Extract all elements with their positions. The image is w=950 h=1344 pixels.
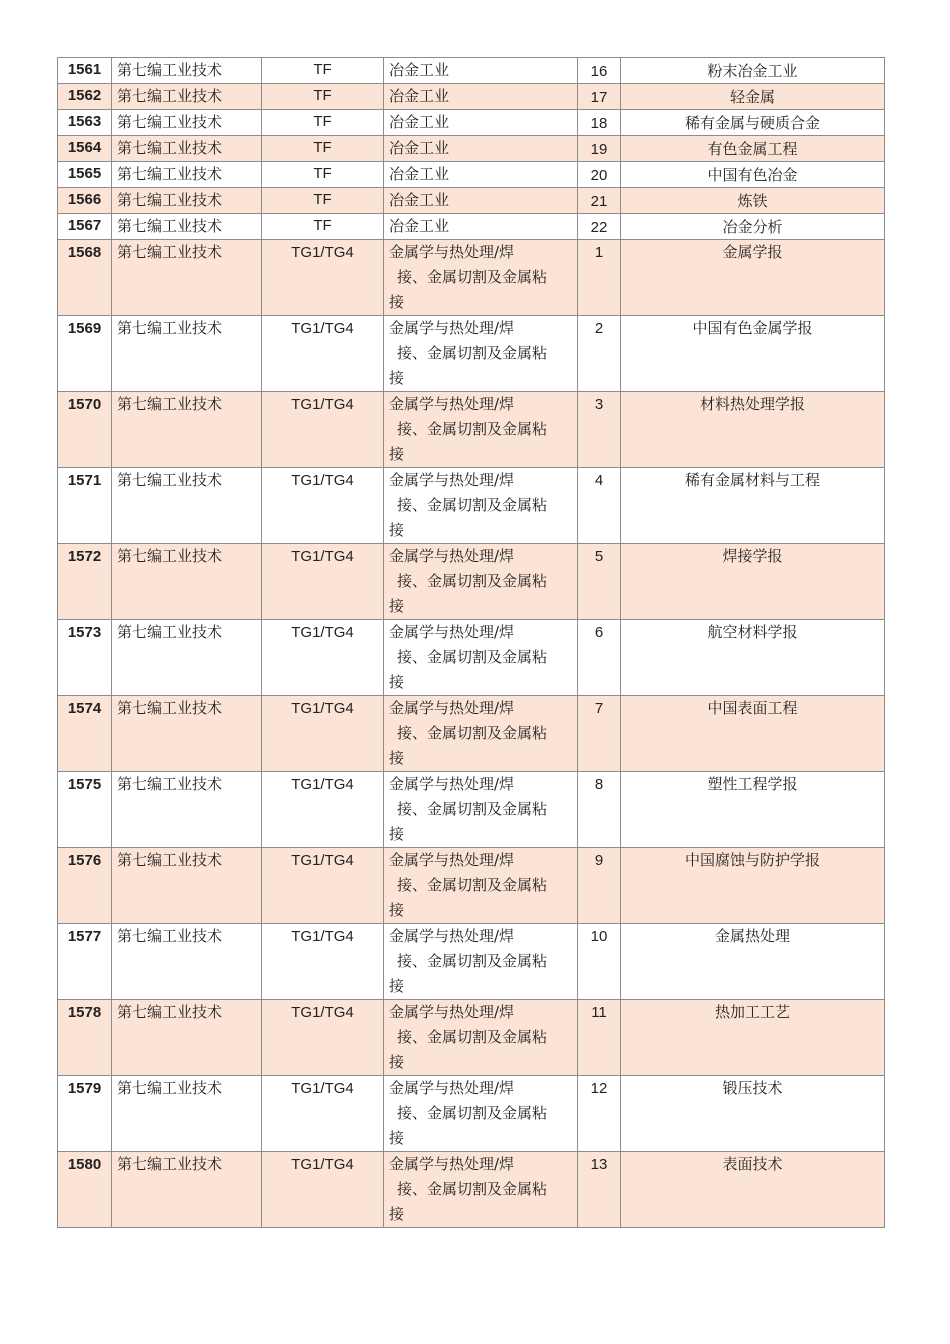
subject-line: 接 (389, 825, 405, 843)
classification-code-cell: TG1/TG4 (262, 620, 384, 696)
subject-cell (384, 696, 578, 772)
rank-cell: 3 (578, 392, 621, 468)
row-number: 1579 (58, 1076, 112, 1152)
table-row (58, 1152, 885, 1228)
classification-code-cell: TF (262, 162, 384, 188)
table-row (58, 468, 885, 544)
subject-line: 金属学与热处理/焊 (389, 927, 515, 945)
table-row (58, 110, 885, 136)
rank-cell: 19 (578, 136, 621, 162)
classification-code-cell: TG1/TG4 (262, 772, 384, 848)
row-number: 1569 (58, 316, 112, 392)
classification-code-cell: TG1/TG4 (262, 848, 384, 924)
subject-cell (384, 772, 578, 848)
subject-cell (384, 1000, 578, 1076)
table-row (58, 316, 885, 392)
section-cell: 第七编工业技术 (112, 136, 262, 162)
journal-table (57, 57, 885, 1228)
subject-cell (384, 136, 578, 162)
classification-code-cell: TG1/TG4 (262, 924, 384, 1000)
section-cell: 第七编工业技术 (112, 110, 262, 136)
subject-line: 接、金属切割及金属粘 (397, 724, 548, 742)
subject-line: 接、金属切割及金属粘 (397, 952, 548, 970)
row-number: 1566 (58, 188, 112, 214)
section-cell: 第七编工业技术 (112, 924, 262, 1000)
journal-title-cell: 焊接学报 (621, 544, 885, 620)
subject-line: 接、金属切割及金属粘 (397, 268, 548, 286)
rank-cell: 21 (578, 188, 621, 214)
row-number: 1580 (58, 1152, 112, 1228)
subject-cell (384, 84, 578, 110)
classification-code-cell: TF (262, 110, 384, 136)
journal-title-cell: 中国有色冶金 (621, 162, 885, 188)
classification-code-cell: TF (262, 214, 384, 240)
section-cell: 第七编工业技术 (112, 468, 262, 544)
subject-line: 接、金属切割及金属粘 (397, 648, 548, 666)
classification-code-cell: TG1/TG4 (262, 392, 384, 468)
subject-line: 接、金属切割及金属粘 (397, 1028, 548, 1046)
row-number: 1575 (58, 772, 112, 848)
rank-cell: 10 (578, 924, 621, 1000)
row-number: 1564 (58, 136, 112, 162)
subject-line: 接 (389, 293, 405, 311)
section-cell: 第七编工业技术 (112, 1076, 262, 1152)
classification-code-cell: TF (262, 58, 384, 84)
rank-cell: 9 (578, 848, 621, 924)
row-number: 1565 (58, 162, 112, 188)
subject-cell (384, 188, 578, 214)
row-number: 1561 (58, 58, 112, 84)
subject-line: 金属学与热处理/焊 (389, 395, 515, 413)
rank-cell: 4 (578, 468, 621, 544)
subject-cell (384, 1076, 578, 1152)
table-row (58, 214, 885, 240)
section-cell: 第七编工业技术 (112, 58, 262, 84)
section-cell: 第七编工业技术 (112, 84, 262, 110)
journal-title-cell: 稀有金属材料与工程 (621, 468, 885, 544)
table-row (58, 924, 885, 1000)
journal-title-cell: 锻压技术 (621, 1076, 885, 1152)
table-row (58, 848, 885, 924)
journal-title-cell: 稀有金属与硬质合金 (621, 110, 885, 136)
row-number: 1578 (58, 1000, 112, 1076)
table-row (58, 620, 885, 696)
classification-code-cell: TG1/TG4 (262, 1076, 384, 1152)
section-cell: 第七编工业技术 (112, 188, 262, 214)
row-number: 1562 (58, 84, 112, 110)
subject-cell (384, 240, 578, 316)
section-cell: 第七编工业技术 (112, 214, 262, 240)
subject-line: 接、金属切割及金属粘 (397, 344, 548, 362)
subject-line: 接 (389, 369, 405, 387)
journal-title-cell: 中国表面工程 (621, 696, 885, 772)
journal-title-cell: 航空材料学报 (621, 620, 885, 696)
table-row (58, 544, 885, 620)
rank-cell: 1 (578, 240, 621, 316)
table-body (58, 58, 885, 1228)
journal-title-cell: 粉末冶金工业 (621, 58, 885, 84)
subject-line: 接、金属切割及金属粘 (397, 800, 548, 818)
rank-cell: 17 (578, 84, 621, 110)
subject-line: 冶金工业 (389, 87, 450, 105)
subject-line: 接、金属切割及金属粘 (397, 1104, 548, 1122)
rank-cell: 16 (578, 58, 621, 84)
table-row (58, 162, 885, 188)
classification-code-cell: TG1/TG4 (262, 696, 384, 772)
row-number: 1570 (58, 392, 112, 468)
journal-title-cell: 中国腐蚀与防护学报 (621, 848, 885, 924)
journal-title-cell: 有色金属工程 (621, 136, 885, 162)
classification-code-cell: TG1/TG4 (262, 316, 384, 392)
rank-cell: 7 (578, 696, 621, 772)
row-number: 1563 (58, 110, 112, 136)
subject-line: 金属学与热处理/焊 (389, 699, 515, 717)
journal-title-cell: 热加工工艺 (621, 1000, 885, 1076)
rank-cell: 13 (578, 1152, 621, 1228)
classification-code-cell: TF (262, 188, 384, 214)
journal-title-cell: 炼铁 (621, 188, 885, 214)
subject-cell (384, 58, 578, 84)
table-row (58, 1076, 885, 1152)
rank-cell: 8 (578, 772, 621, 848)
classification-code-cell: TG1/TG4 (262, 1152, 384, 1228)
subject-line: 金属学与热处理/焊 (389, 851, 515, 869)
row-number: 1568 (58, 240, 112, 316)
classification-code-cell: TG1/TG4 (262, 1000, 384, 1076)
subject-cell (384, 468, 578, 544)
rank-cell: 18 (578, 110, 621, 136)
journal-title-cell: 轻金属 (621, 84, 885, 110)
table-row (58, 1000, 885, 1076)
classification-code-cell: TG1/TG4 (262, 468, 384, 544)
subject-line: 接 (389, 977, 405, 995)
section-cell: 第七编工业技术 (112, 772, 262, 848)
subject-line: 金属学与热处理/焊 (389, 471, 515, 489)
table-row (58, 58, 885, 84)
section-cell: 第七编工业技术 (112, 240, 262, 316)
table-row (58, 772, 885, 848)
classification-code-cell: TF (262, 136, 384, 162)
subject-line: 冶金工业 (389, 61, 450, 79)
subject-line: 接 (389, 521, 405, 539)
rank-cell: 2 (578, 316, 621, 392)
subject-line: 接 (389, 445, 405, 463)
subject-cell (384, 316, 578, 392)
subject-cell (384, 214, 578, 240)
subject-line: 冶金工业 (389, 217, 450, 235)
subject-line: 接 (389, 597, 405, 615)
section-cell: 第七编工业技术 (112, 544, 262, 620)
subject-cell (384, 1152, 578, 1228)
subject-line: 接 (389, 1205, 405, 1223)
subject-line: 接、金属切割及金属粘 (397, 572, 548, 590)
table-row (58, 188, 885, 214)
rank-cell: 22 (578, 214, 621, 240)
table-row (58, 136, 885, 162)
journal-title-cell: 金属学报 (621, 240, 885, 316)
subject-cell (384, 848, 578, 924)
subject-line: 金属学与热处理/焊 (389, 623, 515, 641)
classification-code-cell: TG1/TG4 (262, 240, 384, 316)
subject-cell (384, 544, 578, 620)
subject-line: 接、金属切割及金属粘 (397, 876, 548, 894)
subject-line: 接 (389, 673, 405, 691)
journal-title-cell: 金属热处理 (621, 924, 885, 1000)
subject-line: 冶金工业 (389, 113, 450, 131)
row-number: 1573 (58, 620, 112, 696)
journal-title-cell: 塑性工程学报 (621, 772, 885, 848)
subject-line: 接 (389, 749, 405, 767)
subject-line: 冶金工业 (389, 139, 450, 157)
rank-cell: 5 (578, 544, 621, 620)
table-row (58, 392, 885, 468)
row-number: 1577 (58, 924, 112, 1000)
subject-line: 金属学与热处理/焊 (389, 319, 515, 337)
section-cell: 第七编工业技术 (112, 392, 262, 468)
row-number: 1576 (58, 848, 112, 924)
subject-line: 金属学与热处理/焊 (389, 1003, 515, 1021)
journal-title-cell: 冶金分析 (621, 214, 885, 240)
row-number: 1571 (58, 468, 112, 544)
section-cell: 第七编工业技术 (112, 316, 262, 392)
section-cell: 第七编工业技术 (112, 162, 262, 188)
classification-code-cell: TF (262, 84, 384, 110)
subject-cell (384, 162, 578, 188)
section-cell: 第七编工业技术 (112, 620, 262, 696)
table-row (58, 696, 885, 772)
subject-line: 金属学与热处理/焊 (389, 1155, 515, 1173)
classification-code-cell: TG1/TG4 (262, 544, 384, 620)
row-number: 1572 (58, 544, 112, 620)
subject-cell (384, 620, 578, 696)
row-number: 1574 (58, 696, 112, 772)
journal-title-cell: 表面技术 (621, 1152, 885, 1228)
subject-cell (384, 392, 578, 468)
subject-line: 金属学与热处理/焊 (389, 243, 515, 261)
subject-line: 接、金属切割及金属粘 (397, 496, 548, 514)
section-cell: 第七编工业技术 (112, 696, 262, 772)
subject-line: 金属学与热处理/焊 (389, 775, 515, 793)
section-cell: 第七编工业技术 (112, 848, 262, 924)
rank-cell: 12 (578, 1076, 621, 1152)
subject-line: 冶金工业 (389, 191, 450, 209)
row-number: 1567 (58, 214, 112, 240)
rank-cell: 6 (578, 620, 621, 696)
subject-line: 冶金工业 (389, 165, 450, 183)
subject-line: 接 (389, 1053, 405, 1071)
rank-cell: 20 (578, 162, 621, 188)
subject-line: 接、金属切割及金属粘 (397, 1180, 548, 1198)
table-row (58, 84, 885, 110)
subject-cell (384, 924, 578, 1000)
subject-line: 金属学与热处理/焊 (389, 547, 515, 565)
subject-cell (384, 110, 578, 136)
journal-title-cell: 中国有色金属学报 (621, 316, 885, 392)
subject-line: 接 (389, 901, 405, 919)
subject-line: 接 (389, 1129, 405, 1147)
table-row (58, 240, 885, 316)
subject-line: 金属学与热处理/焊 (389, 1079, 515, 1097)
section-cell: 第七编工业技术 (112, 1152, 262, 1228)
subject-line: 接、金属切割及金属粘 (397, 420, 548, 438)
journal-title-cell: 材料热处理学报 (621, 392, 885, 468)
rank-cell: 11 (578, 1000, 621, 1076)
section-cell: 第七编工业技术 (112, 1000, 262, 1076)
